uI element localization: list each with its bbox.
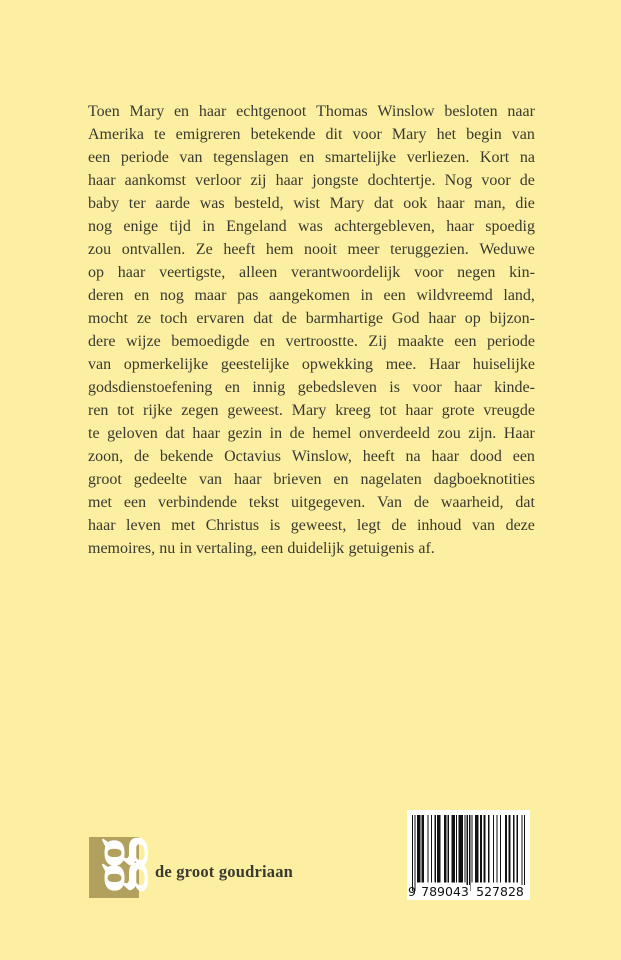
- barcode-number: [407, 885, 530, 899]
- blurb-line: mocht ze toch ervaren dat de barmhartige God haar op bijzon-: [88, 310, 535, 327]
- blurb-line: van opmerkelijke geestelijke opwekking mee. Haar huiselijke: [88, 356, 535, 373]
- barcode-bars-icon: [412, 815, 525, 891]
- blurb-line: haar leven met Christus is geweest, legt de inhoud van deze: [88, 517, 535, 534]
- blurb-line: zoon, de bekende Octavius Winslow, heeft na haar dood een: [88, 448, 535, 465]
- blurb-line: godsdienstoefening en innig gebedsleven is voor haar kinde-: [88, 379, 535, 396]
- blurb-line: nog enige tijd in Engeland was achtergebleven, haar spoedig: [88, 218, 535, 235]
- blurb-line: haar aankomst verloor zij haar jongste dochtertje. Nog voor de: [88, 172, 535, 189]
- back-cover-blurb: [88, 100, 535, 560]
- blurb-line: Toen Mary en haar echtgenoot Thomas Winslow besloten naar: [88, 103, 535, 120]
- blurb-line: dere wijze bemoedigde en vertroostte. Zij maakte een periode: [88, 333, 535, 350]
- blurb-line: Amerika te emigreren betekende dit voor Mary het begin van: [88, 126, 535, 143]
- publisher-logo-letters: gg: [80, 842, 148, 893]
- blurb-line: met een verbindende tekst uitgegeven. Van de waarheid, dat: [88, 494, 535, 511]
- blurb-line: ren tot rijke zegen geweest. Mary kreeg tot haar grote vreugde: [88, 402, 535, 419]
- blurb-line: memoires, nu in vertaling, een duidelijk getuigenis af.: [88, 540, 435, 557]
- isbn-group-2: 527828: [476, 884, 524, 899]
- isbn-check-digit: 9: [408, 884, 416, 899]
- blurb-line: een periode van tegenslagen en smartelijke verliezen. Kort na: [88, 149, 535, 166]
- blurb-line: baby ter aarde was besteld, wist Mary dat ook haar man, die: [88, 195, 535, 212]
- blurb-line: zou ontvallen. Ze heeft hem nooit meer teruggezien. Weduwe: [88, 241, 535, 258]
- blurb-line: groot gedeelte van haar brieven en nagelaten dagboeknotities: [88, 471, 535, 488]
- publisher-name: de groot goudriaan: [155, 862, 294, 881]
- publisher-logo: [80, 837, 148, 898]
- barcode: [407, 810, 530, 900]
- blurb-line: te geloven dat haar gezin in de hemel onverdeeld zou zijn. Haar: [88, 425, 535, 442]
- blurb-line: op haar veertigste, alleen verantwoordelijk voor negen kin-: [88, 264, 535, 281]
- isbn-group-1: 789043: [421, 884, 469, 899]
- blurb-line: deren en nog maar pas aangekomen in een wildvreemd land,: [88, 287, 535, 304]
